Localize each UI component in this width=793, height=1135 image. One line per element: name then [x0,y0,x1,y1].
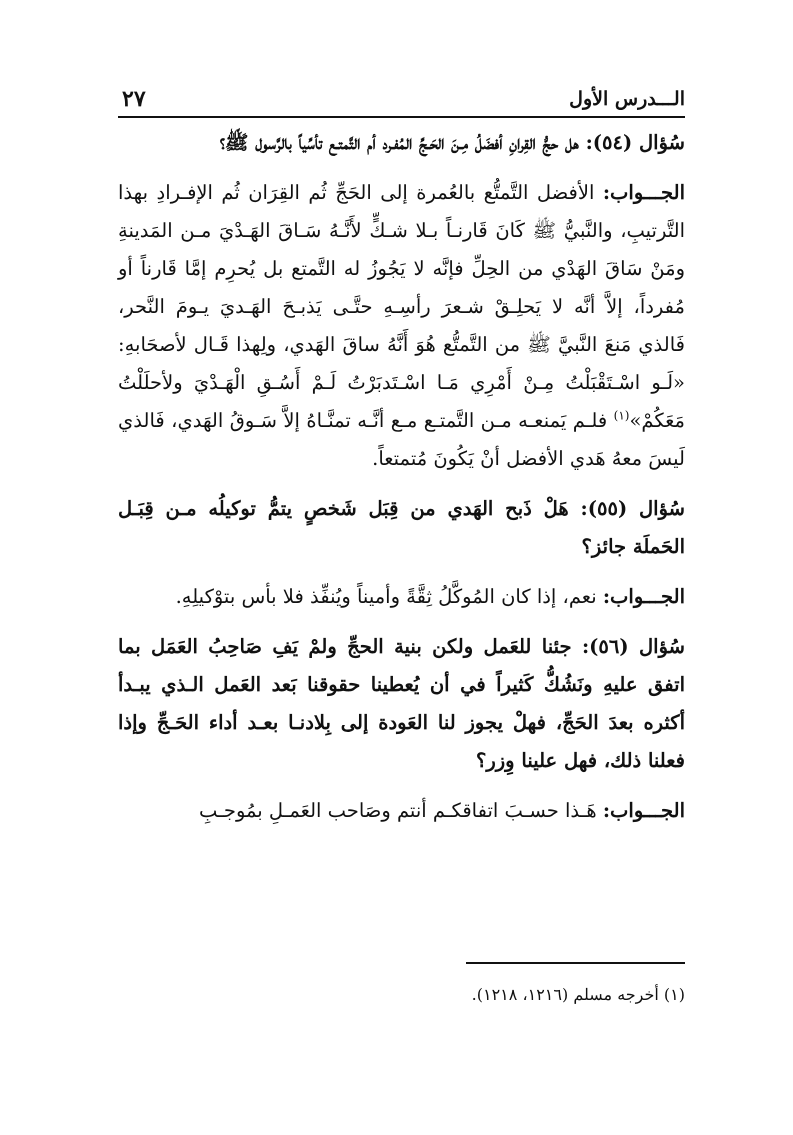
answer-label: الجـــواب: [602,181,685,204]
page-number: ٢٧ [122,86,146,112]
answer-54 [118,174,685,478]
question-label: سُؤال (٥٤): [585,131,685,154]
page-header [118,74,685,118]
question-label: سُؤال (٥٥): [580,497,685,520]
answer-label: الجـــواب: [602,799,685,822]
footnote: (١) أخرجه مسلم (١٢١٦، ١٢١٨). [471,985,685,1004]
answer-text: الأفضل التَّمتُّع بالعُمرة إلى الحَجِّ ثُم القِرَان ثُم الإفـرادِ بهذا التَّرتيبِ، والنَّبيُّ ﷺ كَانَ قَارنـاً بـلا شـكٍّ لأَنَّـهُ سَـاقَ الهَـدْيَ مـن المَدينةِ ومَنْ سَاقَ الهَدْي من الحِلِّ فإنَّه لا يَجُوزُ له التَّمتع بل يُحرِم إمَّا قَارناً أو مُفرداً، إلاَّ أنَّه لا يَحلِـقْ شـعرَ رأسِـهِ حتَّـى يَذبـحَ الهَـديَ يـومَ النَّحر، فَالذي مَنعَ النَّبيَّ ﷺ من التَّمتُّع هُوَ أَنَّهُ ساقَ الهَدي، ولِهذا قَـال لأصحَابهِ: «لَـو اسْـتَقْبَلْتُ مِـنْ أَمْرِي مَـا اسْـتَدبَرْتُ لَـمْ أَسُـقِ الْهَـدْيَ ولأحلَلْتُ مَعَكُمْ» [118,181,685,432]
answer-56 [118,792,685,830]
question-text: هل حجُّ القِرانِ أفضَلُ مِـنَ الحَـجِّ المُفـرد أم التَّمتـع تأسِّياً بالرَّسول ﷺ؟ [219,131,586,154]
footnote-ref: (١) [613,408,630,423]
main-text [118,124,685,842]
question-text: جئنا للعَمل ولكن بنية الحجِّ ولمْ يَفِ صَاحِبُ العَمَل بما اتفق عليهِ ونَشُكُّ كَثيراً في أن يُعطينا حقوقنا بَعد العَمل الـذي يبـدأ أكثره بعدَ الحَجِّ، فهلْ يجوز لنا العَودة إلى بِلادنـا بعـد أداء الحَـجِّ وإذا فعلنا ذلك، فهل علينا وِزر؟ [118,635,685,772]
running-title: الـــدرس الأول [569,88,685,110]
footnote-separator [466,962,685,964]
question-55 [118,490,685,566]
question-label: سُؤال (٥٦): [581,635,685,658]
question-text: هَلْ ذَبح الهَدي من قِبَل شَخصٍ يتمُّ توكيلُه مـن قِبَـل الحَملَة جائز؟ [118,497,685,558]
answer-text-continued: فلـم يَمنعـه مـن التَّمتـع مـع أنَّـه تمنَّـاهُ إلاَّ سَـوقُ الهَدي، فَالذي لَيسَ معهُ هَدي الأفضل أنْ يَكُونَ مُتمتعاً. [118,409,685,470]
answer-text: هَـذا حسـبَ اتفاقكـم أنتم وصَاحب العَمـلِ بمُوجـبِ [199,799,603,822]
question-54 [118,124,685,162]
answer-55 [118,578,685,616]
question-56 [118,628,685,780]
answer-label: الجـــواب: [602,585,685,608]
answer-text: نعم، إذا كان المُوكَّلُ ثِقَّةً وأميناً ويُنفِّذ فلا بأس بتوْكيلِهِ. [175,585,603,608]
